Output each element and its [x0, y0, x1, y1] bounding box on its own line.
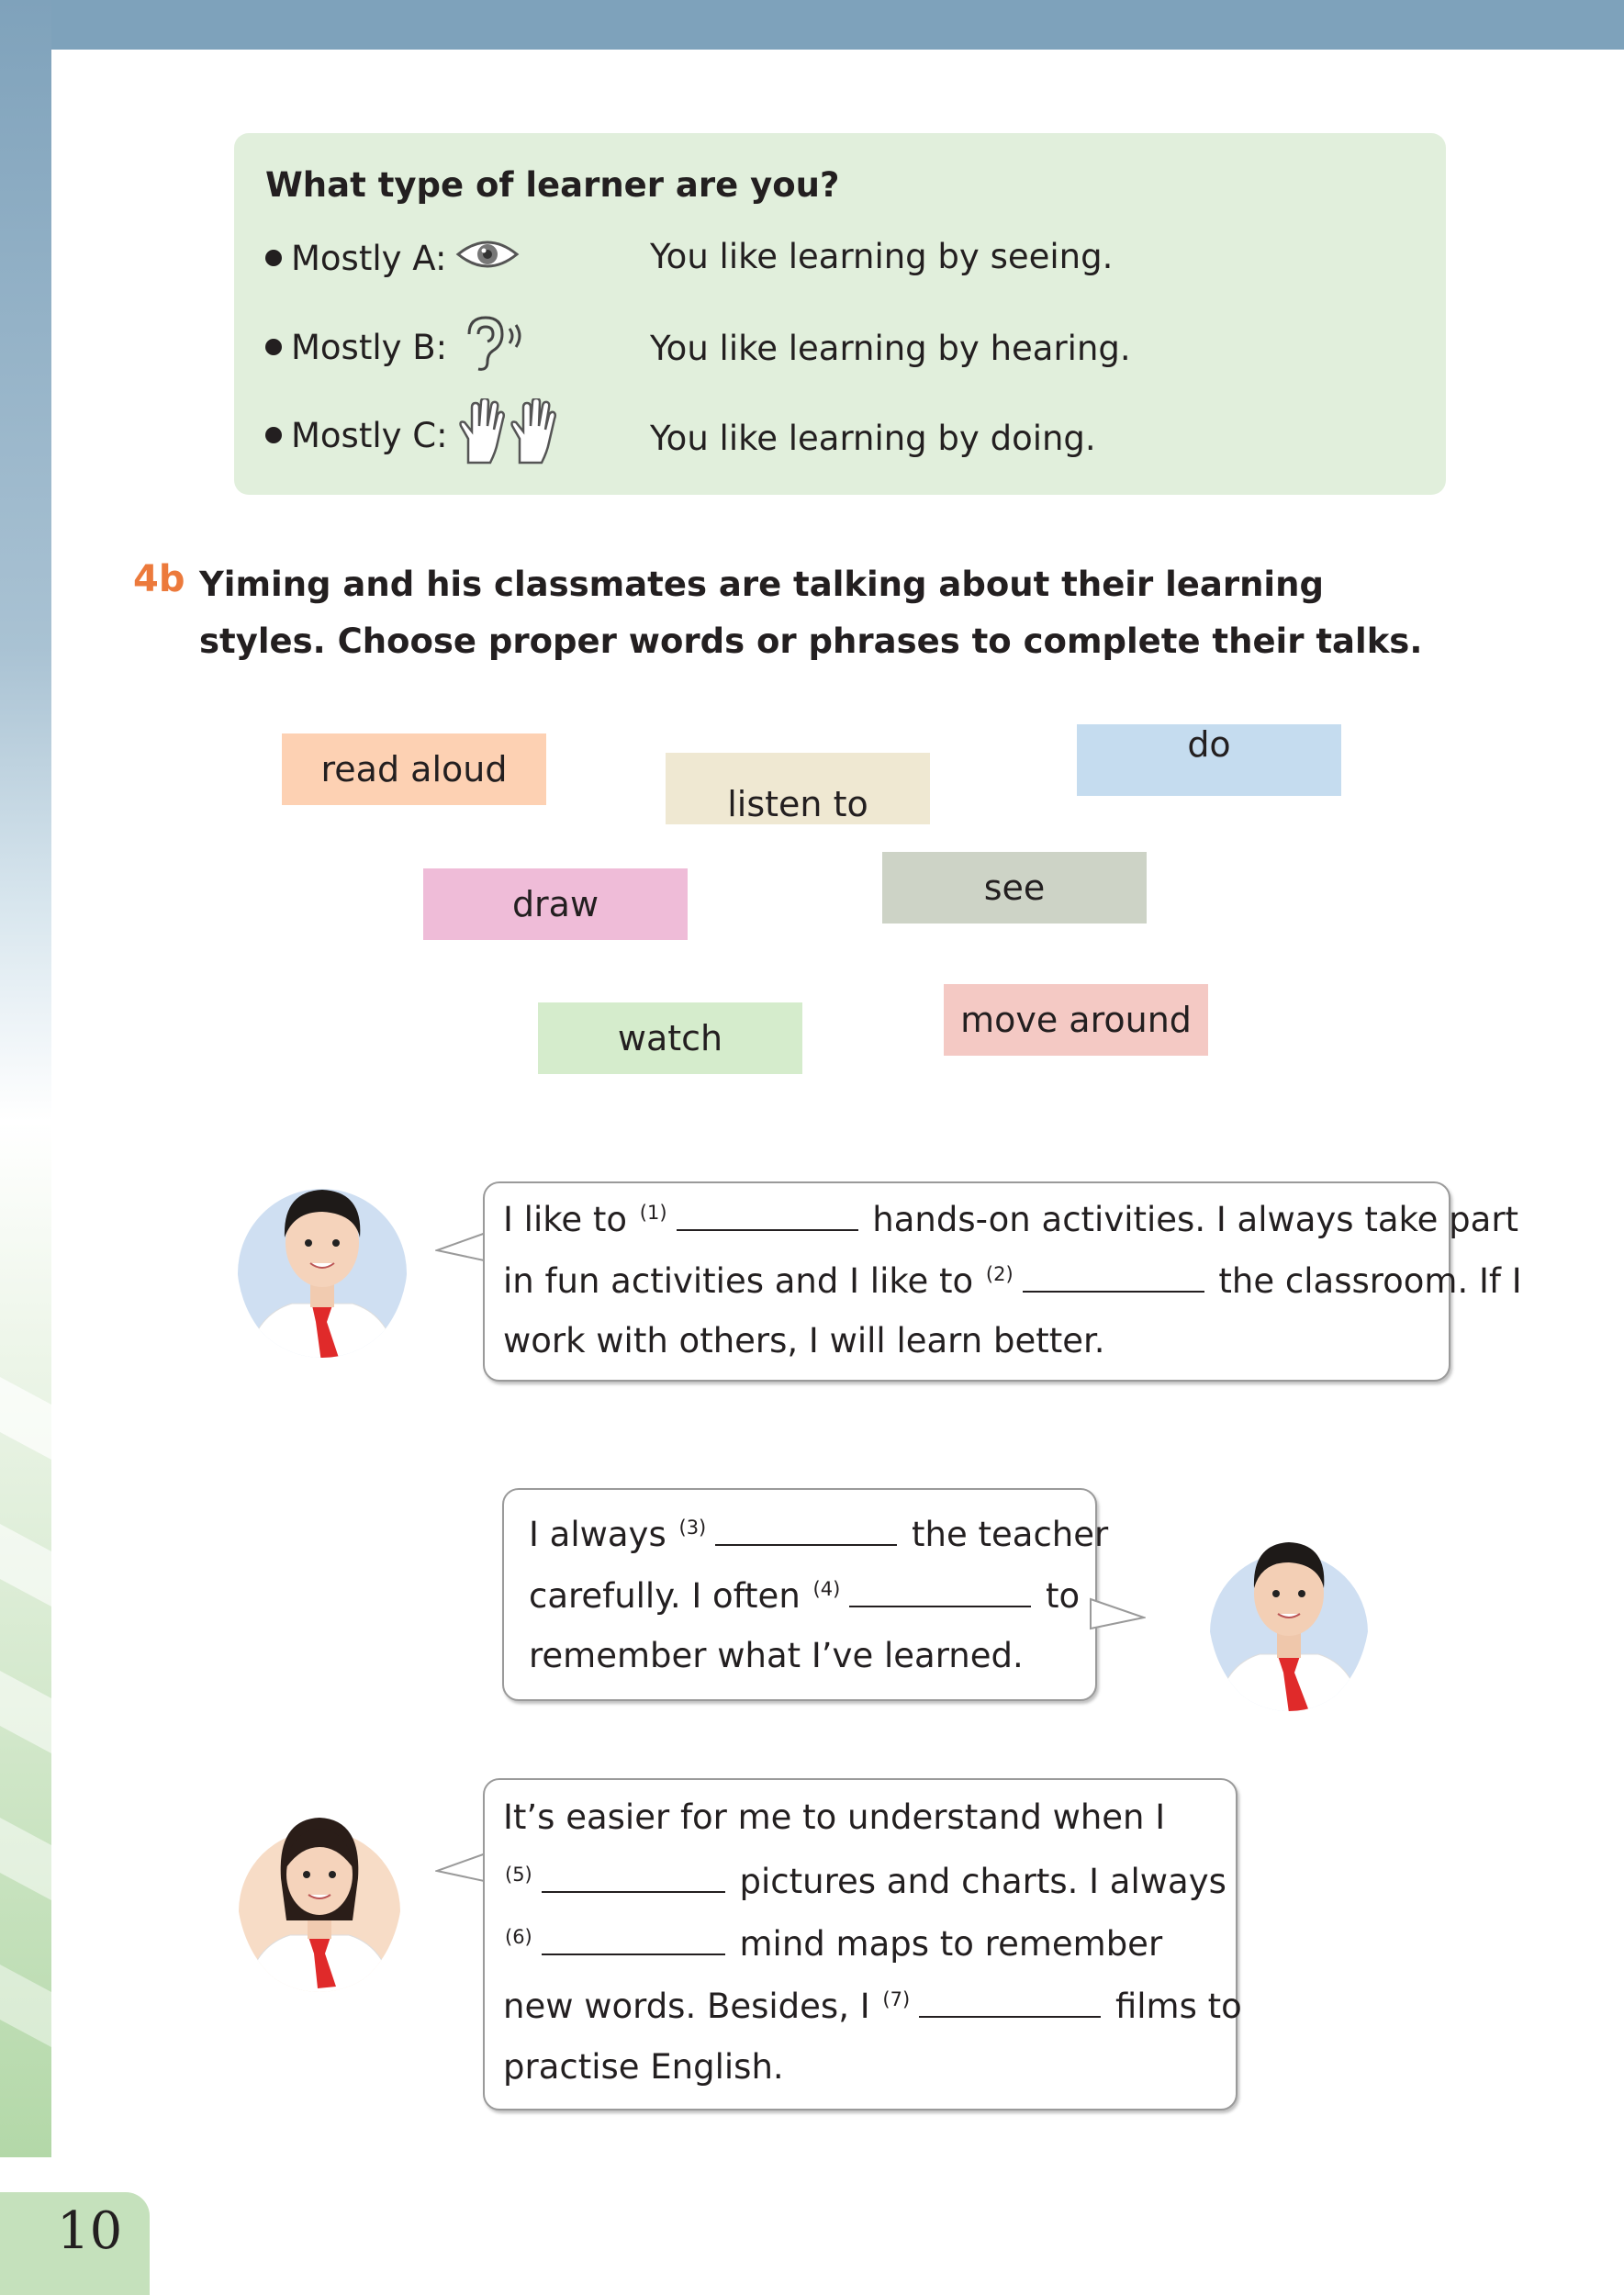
bubble3-line1: It’s easier for me to understand when I — [503, 1797, 1166, 1837]
blank-2[interactable] — [1023, 1259, 1204, 1293]
learner-label: Mostly A: — [291, 238, 447, 278]
word-card-see[interactable]: see — [882, 852, 1147, 924]
blank-7[interactable] — [919, 1985, 1101, 2018]
word-card-draw[interactable]: draw — [423, 868, 688, 940]
avatar-boy-classmate — [1208, 1504, 1370, 1715]
learner-type-title: What type of learner are you? — [265, 165, 840, 205]
bubble1-line1: I like to $^{(1)}$ hands-on activities. I always take part — [503, 1200, 1519, 1239]
word-card-watch[interactable]: watch — [538, 1002, 802, 1074]
learner-row-b — [265, 319, 530, 375]
bullet-icon — [265, 427, 282, 443]
bubble3-line2: $^{(5)}$ pictures and charts. I always — [505, 1862, 1226, 1901]
blank-6[interactable] — [542, 1922, 725, 1955]
blank-3[interactable] — [715, 1513, 897, 1546]
learner-desc-a: You like learning by seeing. — [650, 237, 1114, 276]
learner-label: Mostly B: — [291, 327, 448, 367]
word-card-listen-to[interactable]: listen to — [666, 753, 930, 824]
learner-row-c — [265, 408, 567, 463]
blank-5[interactable] — [542, 1860, 725, 1893]
bubble-tail — [435, 1230, 490, 1267]
bubble-tail — [435, 1851, 490, 1887]
bubble2-line2: carefully. I often $^{(4)}$ to — [529, 1576, 1081, 1616]
decorative-stripes — [0, 1377, 51, 2157]
exercise-number: 4b — [133, 558, 185, 600]
learner-label: Mostly C: — [291, 415, 448, 455]
bubble1-line3: work with others, I will learn better. — [503, 1321, 1105, 1360]
blank-4[interactable] — [849, 1574, 1031, 1607]
learner-desc-c: You like learning by doing. — [650, 419, 1096, 458]
hands-icon — [457, 398, 567, 473]
avatar-girl-classmate — [237, 1783, 402, 1996]
bullet-icon — [265, 339, 282, 355]
bubble3-line4: new words. Besides, I $^{(7)}$ films to — [503, 1987, 1242, 2026]
bubble2-line1: I always $^{(3)}$ the teacher — [529, 1515, 1109, 1554]
learner-desc-b: You like learning by hearing. — [650, 329, 1131, 368]
bubble3-line3: $^{(6)}$ mind maps to remember — [505, 1924, 1163, 1964]
bubble2-line3: remember what I’ve learned. — [529, 1636, 1024, 1675]
avatar-boy-yiming — [237, 1159, 408, 1362]
word-card-move-around[interactable]: move around — [944, 984, 1208, 1056]
exercise-instruction: Yiming and his classmates are talking about their learning styles. Choose proper words or phrases to complete their talks. — [199, 565, 1423, 661]
page-number: 10 — [57, 2201, 123, 2261]
bubble-tail — [1089, 1597, 1146, 1634]
bullet-icon — [265, 250, 282, 266]
ear-icon — [456, 314, 530, 381]
bubble1-line2: in fun activities and I like to $^{(2)}$ the classroom. If I — [503, 1261, 1522, 1301]
bubble3-line5: practise English. — [503, 2047, 784, 2087]
word-card-read-aloud[interactable]: read aloud — [282, 733, 546, 805]
learner-row-a — [265, 230, 520, 285]
blank-1[interactable] — [677, 1198, 858, 1231]
top-bar — [0, 0, 1624, 50]
eye-icon — [455, 236, 520, 281]
word-card-do[interactable]: do — [1077, 724, 1341, 796]
